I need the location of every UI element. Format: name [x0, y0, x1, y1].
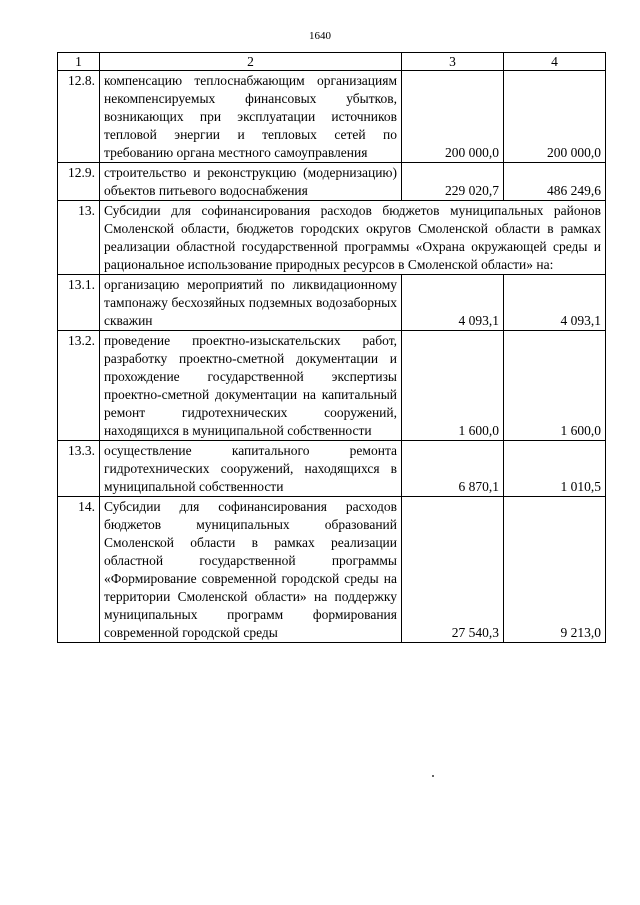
- row-description: организацию мероприятий по ликвидационному тампонажу бесхозяйных подземных водозаборных скважин: [100, 275, 402, 331]
- row-value-col4: 200 000,0: [504, 71, 606, 163]
- row-description: компенсацию теплоснабжающим организациям некомпенсируемых финансовых убытков, возникающих при эксплуатации источников тепловой энергии и тепловых сетей по требованию органа местного самоуправления: [100, 71, 402, 163]
- row-value-col3: 6 870,1: [402, 441, 504, 497]
- header-cell-4: 4: [504, 53, 606, 71]
- row-number: 13.2.: [58, 331, 100, 441]
- row-description: проведение проектно-изыскательских работ, разработку проектно-сметной документации и прохождение государственной экспертизы проектно-сметной документации на капитальный ремонт гидротехнических сооружений, находящихся в муниципальной собственности: [100, 331, 402, 441]
- table-row: [58, 497, 606, 643]
- row-value-col3: 27 540,3: [402, 497, 504, 643]
- budget-table: [57, 52, 606, 643]
- table-row: [58, 71, 606, 163]
- page-number: 1640: [309, 30, 331, 42]
- table-header-row: [58, 53, 606, 71]
- header-cell-2: 2: [100, 53, 402, 71]
- row-value-col3: 200 000,0: [402, 71, 504, 163]
- row-number: 14.: [58, 497, 100, 643]
- row-value-col3: 1 600,0: [402, 331, 504, 441]
- table-row: [58, 275, 606, 331]
- row-value-col4: 1 600,0: [504, 331, 606, 441]
- row-description: строительство и реконструкцию (модернизацию) объектов питьевого водоснабжения: [100, 163, 402, 201]
- row-value-col4: 486 249,6: [504, 163, 606, 201]
- header-cell-3: 3: [402, 53, 504, 71]
- row-number: 13.3.: [58, 441, 100, 497]
- row-description: осуществление капитального ремонта гидротехнических сооружений, находящихся в муниципальной собственности: [100, 441, 402, 497]
- row-number: 12.9.: [58, 163, 100, 201]
- table-row-merged: [58, 201, 606, 275]
- row-value-col3: 229 020,7: [402, 163, 504, 201]
- row-number: 13.: [58, 201, 100, 275]
- row-value-col4: 9 213,0: [504, 497, 606, 643]
- row-value-col4: 1 010,5: [504, 441, 606, 497]
- row-value-col4: 4 093,1: [504, 275, 606, 331]
- row-description: Субсидии для софинансирования расходов бюджетов муниципальных образований Смоленской области в рамках реализации областной государственной программы «Формирование современной городской среды на территории Смоленской области» на поддержку муниципальных программ формирования современной городской среды: [100, 497, 402, 643]
- table-row: [58, 441, 606, 497]
- row-value-col3: 4 093,1: [402, 275, 504, 331]
- table-row: [58, 331, 606, 441]
- row-number: 13.1.: [58, 275, 100, 331]
- scan-speck: [432, 775, 434, 777]
- row-description: Субсидии для софинансирования расходов бюджетов муниципальных районов Смоленской области, бюджетов городских округов Смоленской области в рамках реализации областной государственной программы «Охрана окружающей среды и рациональное использование природных ресурсов в Смоленской области» на:: [100, 201, 606, 275]
- row-number: 12.8.: [58, 71, 100, 163]
- table-row: [58, 163, 606, 201]
- header-cell-1: 1: [58, 53, 100, 71]
